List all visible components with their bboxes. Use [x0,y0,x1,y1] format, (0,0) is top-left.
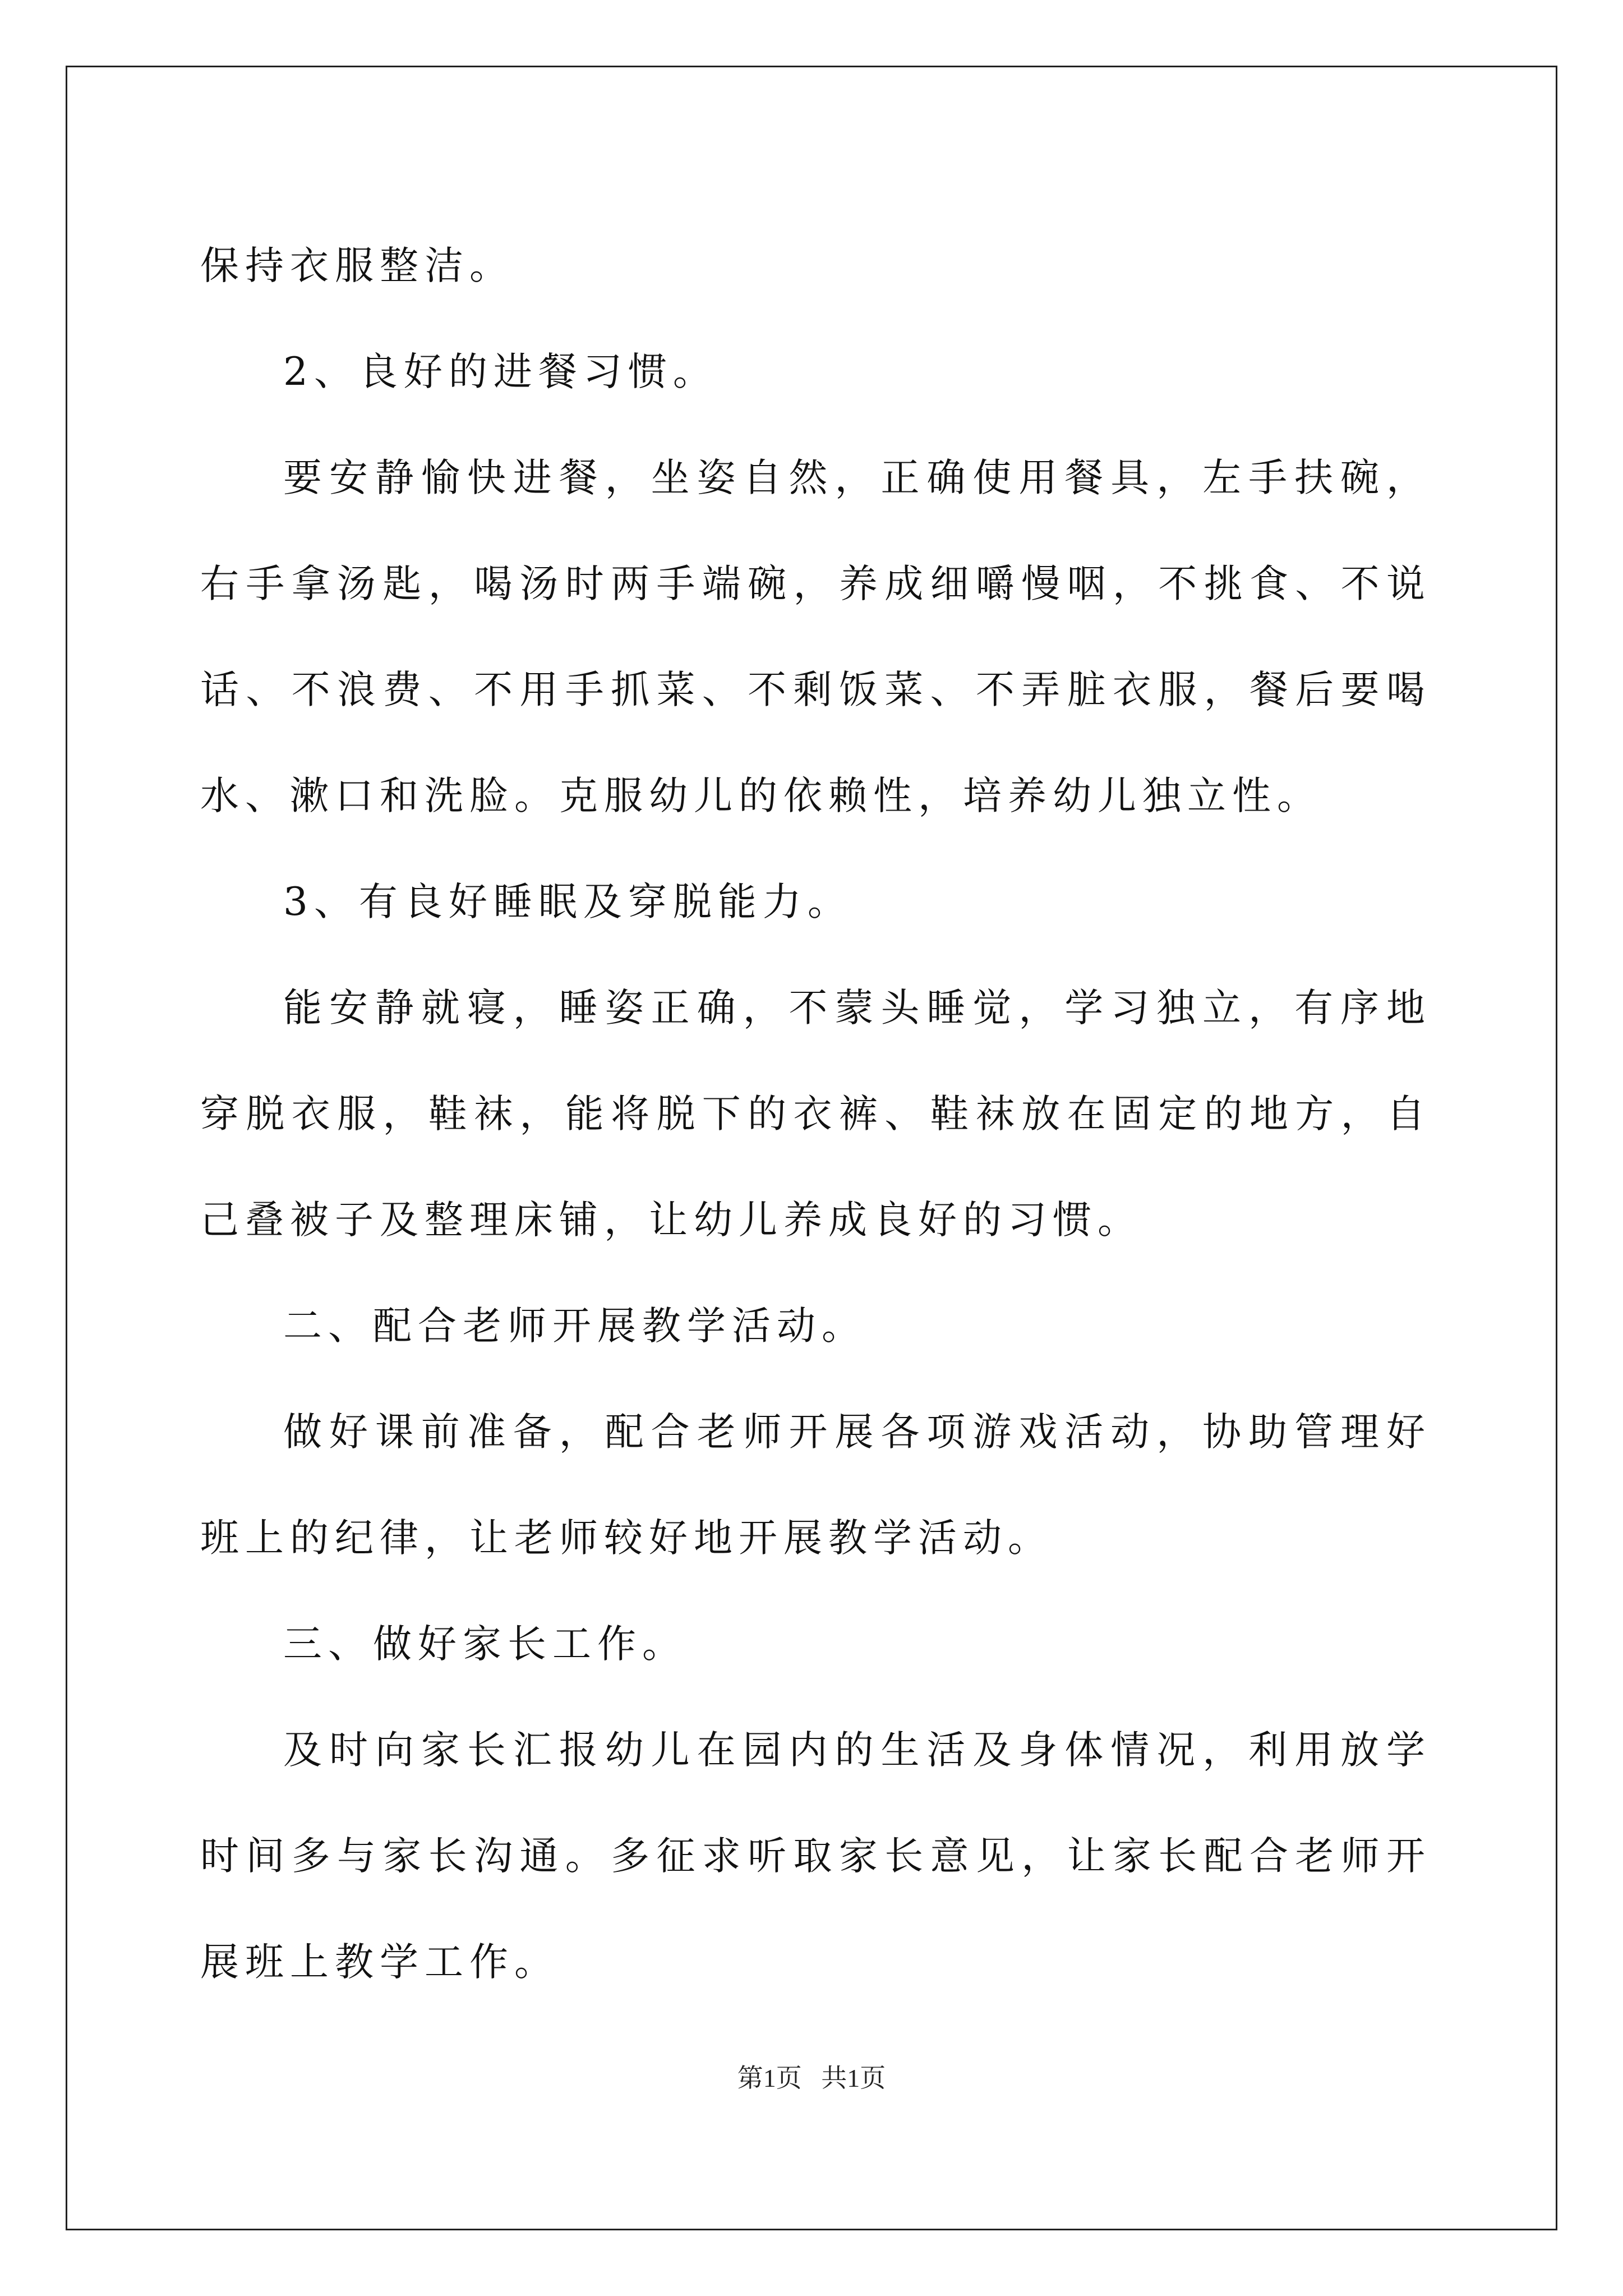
paragraph-continuation: 保持衣服整洁。 [200,243,514,288]
page-number-footer: 第1页 共1页 [737,2064,886,2092]
document-body [200,213,1431,2016]
paragraph-heading-sleep-dressing: 3、有良好睡眠及穿脱能力。 [283,880,852,924]
paragraph-parents-details: 及时向家长汇报幼儿在园内的生活及身体情况，利用放学时间多与家长沟通。多征求听取家长意见，让家长配合老师开展班上教学工作。 [200,1728,1431,1985]
paragraph-teaching-details: 做好课前准备，配合老师开展各项游戏活动，协助管理好班上的纪律，让老师较好地开展教学活动。 [200,1410,1431,1561]
paragraph-heading-parents: 三、做好家长工作。 [283,1622,687,1667]
paragraph-sleep-details: 能安静就寝，睡姿正确，不蒙头睡觉，学习独立，有序地穿脱衣服，鞋袜，能将脱下的衣裤、鞋袜放在固定的地方，自己叠被子及整理床铺，让幼儿养成良好的习惯。 [200,986,1431,1243]
paragraph-heading-dining-habits: 2、良好的进餐习惯。 [283,349,718,394]
paragraph-heading-teaching: 二、配合老师开展教学活动。 [283,1304,866,1349]
paragraph-dining-details: 要安静愉快进餐，坐姿自然，正确使用餐具，左手扶碗，右手拿汤匙，喝汤时两手端碗，养成细嚼慢咽，不挑食、不说话、不浪费、不用手抓菜、不剩饭菜、不弄脏衣服，餐后要喝水、漱口和洗脸。克服幼儿的依赖性，培养幼儿独立性。 [200,455,1431,818]
